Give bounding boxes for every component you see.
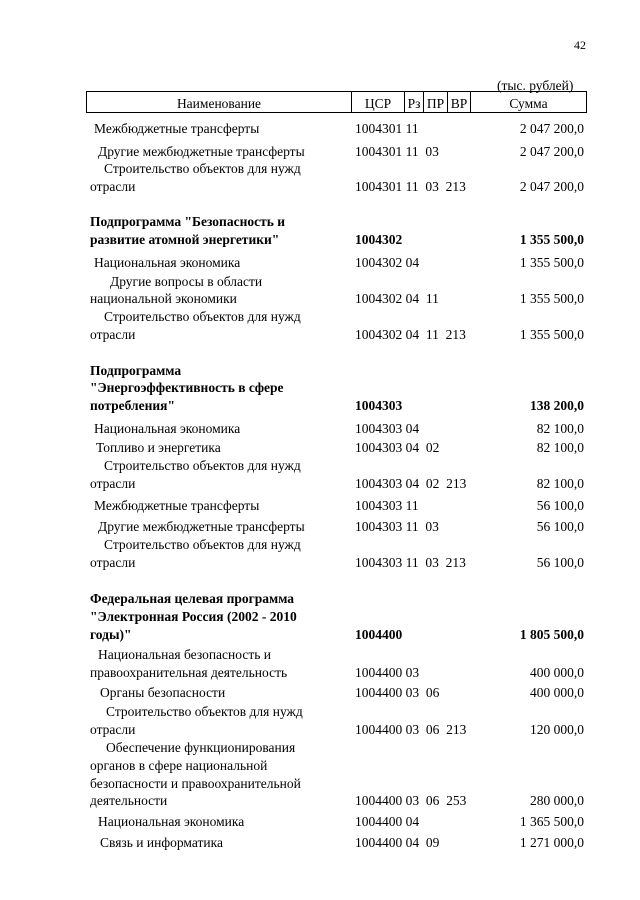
table-row xyxy=(0,290,640,308)
row-name: "Энергоэффективность в сфере xyxy=(90,380,284,395)
row-name: потребления" xyxy=(90,398,175,413)
row-name: правоохранительная деятельность xyxy=(90,665,288,680)
header-csr: ЦСР xyxy=(351,91,404,113)
table-row xyxy=(0,703,640,721)
table-row xyxy=(0,457,640,475)
table-row xyxy=(0,397,640,415)
row-sum: 1 365 500,0 xyxy=(519,814,584,829)
row-name: отрасли xyxy=(90,555,136,570)
row-name: Строительство объектов для нужд xyxy=(104,161,301,176)
row-name: развитие атомной энергетики" xyxy=(90,232,280,247)
row-name: Органы безопасности xyxy=(100,685,226,700)
row-name: Подпрограмма xyxy=(90,363,182,378)
table-row xyxy=(0,273,640,291)
header-sum: Сумма xyxy=(470,91,587,113)
header-name: Наименование xyxy=(86,91,351,113)
row-name: "Электронная Россия (2002 - 2010 xyxy=(90,609,297,624)
table-row xyxy=(0,379,640,397)
row-name: Топливо и энергетика xyxy=(96,440,221,455)
row-name: Межбюджетные трансферты xyxy=(94,121,260,136)
table-row xyxy=(0,739,640,757)
table-row xyxy=(0,792,640,810)
table-row xyxy=(0,420,640,438)
row-sum: 138 200,0 xyxy=(530,398,584,413)
row-sum: 1 355 500,0 xyxy=(519,232,584,247)
table-row xyxy=(0,439,640,457)
row-name: Строительство объектов для нужд xyxy=(104,458,301,473)
row-name: безопасности и правоохранительной xyxy=(90,776,301,791)
table-row xyxy=(0,721,640,739)
row-sum: 400 000,0 xyxy=(530,665,584,680)
row-name: годы)" xyxy=(90,627,132,642)
row-sum: 1 271 000,0 xyxy=(519,835,584,850)
row-code: 1004303 04 xyxy=(355,421,420,436)
row-name: Другие вопросы в области xyxy=(110,274,263,289)
row-code: 1004302 04 xyxy=(355,255,420,270)
row-code: 1004400 xyxy=(355,627,403,642)
row-name: Другие межбюджетные трансферты xyxy=(98,519,305,534)
row-sum: 280 000,0 xyxy=(530,793,584,808)
row-sum: 82 100,0 xyxy=(536,440,584,455)
row-name: Национальная экономика xyxy=(98,814,245,829)
table-row xyxy=(0,143,640,161)
row-code: 1004400 03 06 253 xyxy=(355,793,467,808)
table-row xyxy=(0,813,640,831)
row-name: Связь и информатика xyxy=(100,835,223,850)
units-note: (тыс. рублей) xyxy=(497,78,574,93)
row-code: 1004400 03 06 213 xyxy=(355,722,467,737)
row-sum: 2 047 200,0 xyxy=(519,179,584,194)
row-code: 1004400 04 xyxy=(355,814,420,829)
row-name: Национальная экономика xyxy=(94,255,241,270)
row-sum: 56 100,0 xyxy=(536,519,584,534)
row-code: 1004301 11 03 213 xyxy=(355,179,466,194)
table-row xyxy=(0,160,640,178)
table-row xyxy=(0,590,640,608)
row-sum: 1 355 500,0 xyxy=(519,291,584,306)
table-row xyxy=(0,554,640,572)
row-code: 1004303 11 03 xyxy=(355,519,439,534)
row-sum: 82 100,0 xyxy=(536,421,584,436)
table-row xyxy=(0,231,640,249)
row-code: 1004400 03 xyxy=(355,665,420,680)
row-sum: 1 805 500,0 xyxy=(519,627,584,642)
row-code: 1004303 04 02 213 xyxy=(355,476,467,491)
row-name: отрасли xyxy=(90,722,136,737)
row-code: 1004400 03 06 xyxy=(355,685,440,700)
row-name: Строительство объектов для нужд xyxy=(106,704,303,719)
row-sum: 56 100,0 xyxy=(536,498,584,513)
table-row xyxy=(0,362,640,380)
row-code: 1004303 04 02 xyxy=(355,440,440,455)
row-name: Подпрограмма "Безопасность и xyxy=(90,214,286,229)
table-row xyxy=(0,536,640,554)
row-sum: 120 000,0 xyxy=(530,722,584,737)
row-sum: 1 355 500,0 xyxy=(519,255,584,270)
table-row xyxy=(0,684,640,702)
table-row xyxy=(0,608,640,626)
row-code: 1004400 04 09 xyxy=(355,835,440,850)
row-name: национальной экономики xyxy=(90,291,237,306)
row-name: Другие межбюджетные трансферты xyxy=(98,144,305,159)
row-code: 1004301 11 xyxy=(355,121,419,136)
table-row xyxy=(0,626,640,644)
table-row xyxy=(0,497,640,515)
table-row xyxy=(0,308,640,326)
row-name: Национальная безопасность и xyxy=(98,647,271,662)
row-sum: 82 100,0 xyxy=(536,476,584,491)
table-row xyxy=(0,120,640,138)
row-name: Обеспечение функционирования xyxy=(106,740,296,755)
table-row xyxy=(0,213,640,231)
row-sum: 2 047 200,0 xyxy=(519,144,584,159)
table-row xyxy=(0,664,640,682)
table-row xyxy=(0,475,640,493)
table-row xyxy=(0,757,640,775)
header-vr: ВР xyxy=(447,91,470,113)
row-name: Межбюджетные трансферты xyxy=(94,498,260,513)
row-name: органов в сфере национальной xyxy=(90,758,268,773)
row-name: Строительство объектов для нужд xyxy=(104,309,301,324)
page-number: 42 xyxy=(574,38,586,52)
row-name: Федеральная целевая программа xyxy=(90,591,295,606)
table-row xyxy=(0,646,640,664)
table-row xyxy=(0,834,640,852)
row-name: отрасли xyxy=(90,327,136,342)
row-code: 1004301 11 03 xyxy=(355,144,439,159)
table-row xyxy=(0,518,640,536)
row-code: 1004302 04 11 213 xyxy=(355,327,466,342)
row-code: 1004303 11 03 213 xyxy=(355,555,466,570)
header-pr: ПР xyxy=(423,91,447,113)
table-row xyxy=(0,775,640,793)
table-row xyxy=(0,178,640,196)
row-sum: 56 100,0 xyxy=(536,555,584,570)
row-name: деятельности xyxy=(90,793,168,808)
row-code: 1004303 xyxy=(355,398,403,413)
row-name: Национальная экономика xyxy=(94,421,241,436)
row-sum: 2 047 200,0 xyxy=(519,121,584,136)
header-rz: Рз xyxy=(404,91,423,113)
row-sum: 400 000,0 xyxy=(530,685,584,700)
row-code: 1004302 xyxy=(355,232,403,247)
row-code: 1004303 11 xyxy=(355,498,419,513)
row-sum: 1 355 500,0 xyxy=(519,327,584,342)
row-name: отрасли xyxy=(90,476,136,491)
row-code: 1004302 04 11 xyxy=(355,291,439,306)
table-row xyxy=(0,254,640,272)
row-name: отрасли xyxy=(90,179,136,194)
row-name: Строительство объектов для нужд xyxy=(104,537,301,552)
table-row xyxy=(0,326,640,344)
